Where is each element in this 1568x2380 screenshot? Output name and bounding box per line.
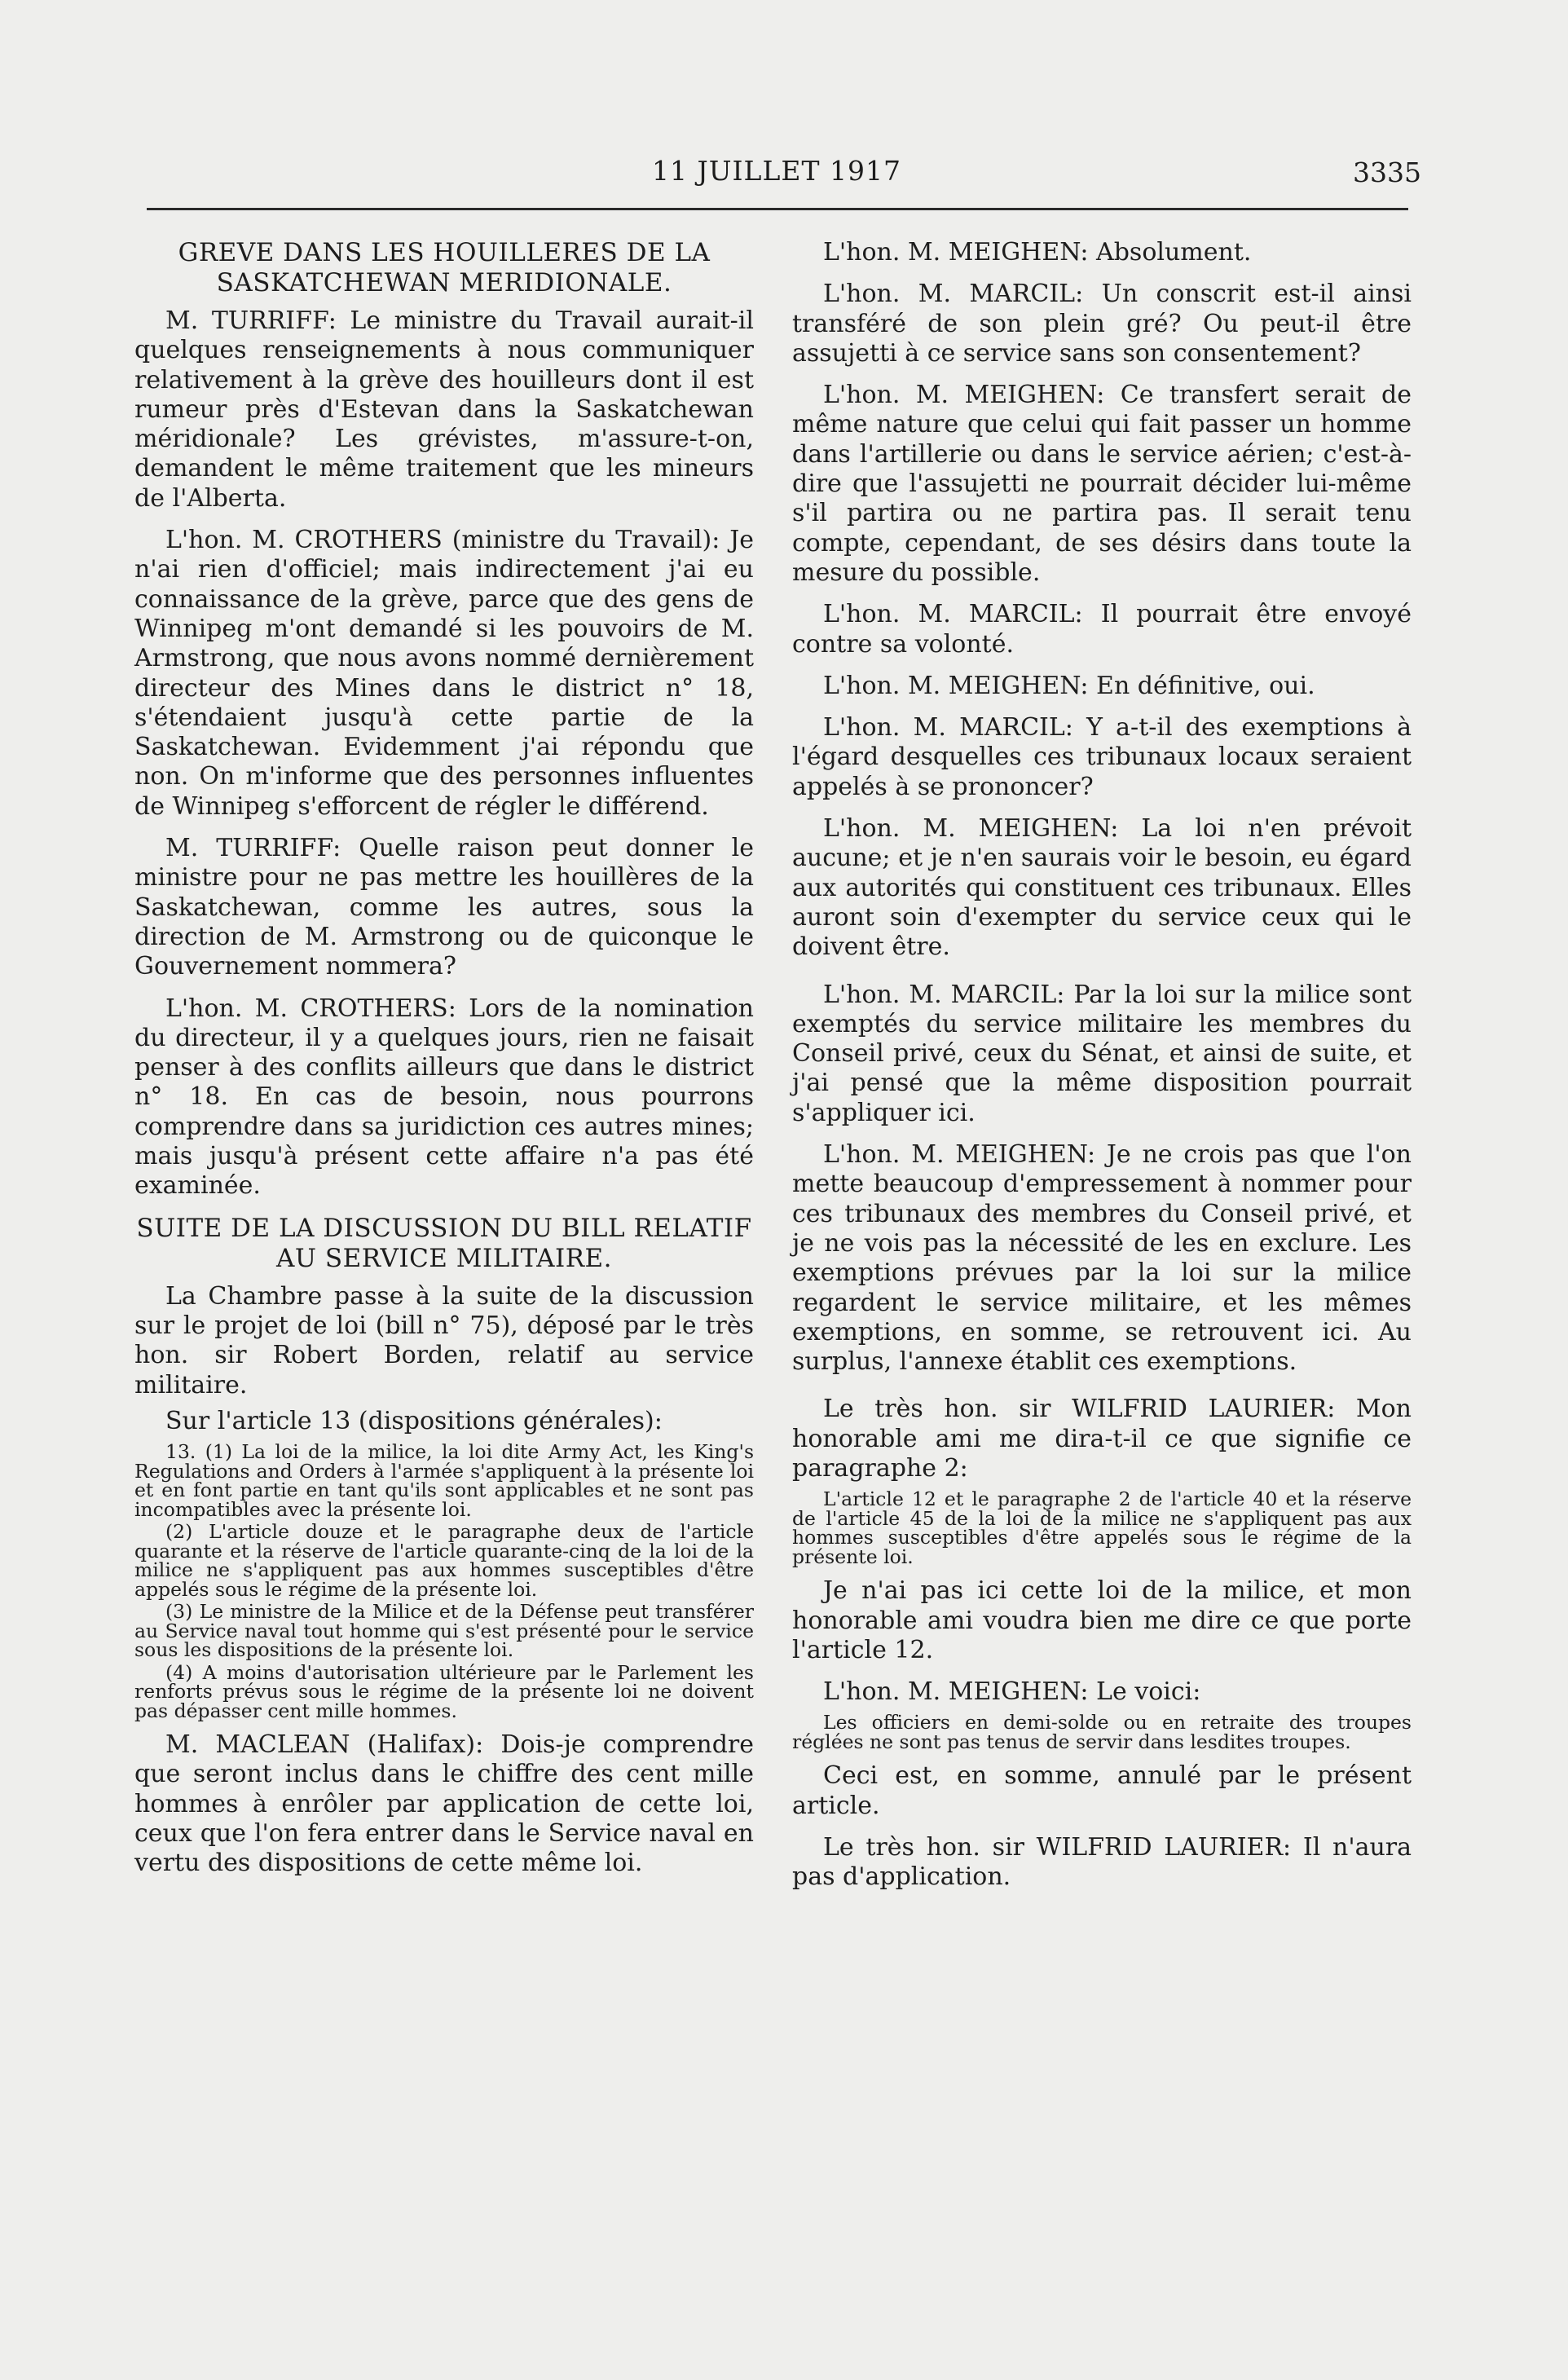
running-header-date: 11 JUILLET 1917 (652, 155, 901, 187)
quoted-clause: Les officiers en demi-solde ou en retraite des troupes réglées ne sont pas tenus de servir dans lesdites troupes. (792, 1711, 1412, 1753)
quoted-clause: (3) Le ministre de la Milice et de la Défense peut transférer au Service naval tout homme qui s'est présenté pour le service sous les dispositions de la présente loi. (134, 1600, 754, 1662)
paragraph: Le très hon. sir WILFRID LAURIER: Mon honorable ami me dira-t-il ce que signifie ce paragraphe 2: (792, 1395, 1412, 1483)
paragraph: L'hon. M. MEIGHEN: Absolument. (823, 238, 1252, 267)
paragraph: M. MACLEAN (Halifax): Dois-je comprendre que seront inclus dans le chiffre des cent mille hommes à enrôler par application de cette loi, ceux que l'on fera entrer dans le Service naval en vertu des dispositions de cette même loi. (134, 1730, 754, 1878)
paragraph: M. TURRIFF: Quelle raison peut donner le ministre pour ne pas mettre les houillères de la Saskatchewan, comme les autres, sous la direction de M. Armstrong ou de quiconque le Gouvernement nommera? (134, 834, 754, 981)
paragraph: L'hon. M. CROTHERS (ministre du Travail): Je n'ai rien d'officiel; mais indirectement j'ai eu connaissance de la grève, parce que des gens de Winnipeg m'ont demandé si les pouvoirs de M. Armstrong, que nous avons nommé dernièrement directeur des Mines dans le district n° 18, s'étendaient jusqu'à cette partie de la Saskatchewan. Evidemment j'ai répondu que non. On m'informe que des personnes influentes de Winnipeg s'efforcent de régler le différend. (134, 526, 754, 821)
left-column (134, 238, 754, 1891)
quoted-clause: (4) A moins d'autorisation ultérieure par le Parlement les renforts prévus sous le régime de la présente loi ne doivent pas dépasser cent mille hommes. (134, 1660, 754, 1722)
paragraph: L'hon. M. MEIGHEN: La loi n'en prévoit aucune; et je n'en saurais voir le besoin, eu égard aux autorités qui constituent ces tribunaux. Elles auront soin d'exempter du service ceux qui le doivent être. (792, 814, 1412, 962)
quoted-clause: (2) L'article douze et le paragraphe deux de l'article quarante et la réserve de l'article quarante-cinq de la loi de la milice ne s'appliquent pas aux hommes susceptibles d'être appelés sous le régime de la présente loi. (134, 1520, 754, 1601)
right-column (792, 238, 1412, 1905)
paragraph: La Chambre passe à la suite de la discussion sur le projet de loi (bill n° 75), déposé par le très hon. sir Robert Borden, relatif au service militaire. (134, 1281, 754, 1399)
paragraph: L'hon. M. MEIGHEN: Je ne crois pas que l'on mette beaucoup d'empressement à nommer pour ces tribunaux des membres du Conseil privé, et je ne vois pas la nécessité de les en exclure. Les exemptions prévues par la loi sur la milice regardent le service militaire, et les mêmes exemptions, en somme, se retrouvent ici. Au surplus, l'annexe établit ces exemptions. (792, 1140, 1412, 1377)
section-heading-strike: GREVE DANS LES HOUILLERES DE LA SASKATCHEWAN MERIDIONALE. (178, 238, 711, 298)
paragraph: M. TURRIFF: Le ministre du Travail aurait-il quelques renseignements à nous communiquer relativement à la grève des houilleurs dont il est rumeur près d'Estevan dans la Saskatchewan méridionale? Les grévistes, m'assure-t-on, demandent le même traitement que les mineurs de l'Alberta. (134, 306, 754, 513)
paragraph: Sur l'article 13 (dispositions générales): (165, 1406, 663, 1435)
paragraph: L'hon. M. MARCIL: Par la loi sur la milice sont exemptés du service militaire les membres du Conseil privé, ceux du Sénat, et ainsi de suite, et j'ai pensé que la même disposition pourrait s'appliquer ici. (792, 980, 1412, 1127)
section-heading-bill: SUITE DE LA DISCUSSION DU BILL RELATIF AU SERVICE MILITAIRE. (136, 1213, 752, 1273)
paragraph: L'hon. M. MEIGHEN: Le voici: (823, 1677, 1201, 1707)
paragraph: L'hon. M. MEIGHEN: Ce transfert serait de même nature que celui qui fait passer un homme dans l'artillerie ou dans le service aérien; c'est-à-dire que l'assujetti ne pourrait décider lui-même s'il partira ou ne partira pas. Il serait tenu compte, cependant, de ses désirs dans toute la mesure du possible. (792, 381, 1412, 587)
quoted-clause: 13. (1) La loi de la milice, la loi dite Army Act, les King's Regulations and Orders à l'armée s'appliquent à la présente loi et en font partie en tant qu'ils sont applicables et ne sont pas incompatibles avec la présente loi. (134, 1440, 754, 1521)
paragraph: L'hon. M. CROTHERS: Lors de la nomination du directeur, il y a quelques jours, rien ne faisait penser à des conflits ailleurs que dans le district n° 18. En cas de besoin, nous pourrons comprendre dans sa juridiction ces autres mines; mais jusqu'à présent cette affaire n'a pas été examinée. (134, 994, 754, 1201)
paragraph: L'hon. M. MARCIL: Il pourrait être envoyé contre sa volonté. (792, 600, 1412, 659)
quoted-clause: L'article 12 et le paragraphe 2 de l'article 40 et la réserve de l'article 45 de la loi de la milice ne s'appliquent pas aux hommes susceptibles d'être appelés sous le régime de la présente loi. (792, 1488, 1412, 1568)
paragraph: Le très hon. sir WILFRID LAURIER: Il n'aura pas d'application. (792, 1833, 1412, 1892)
header-rule (147, 208, 1408, 210)
paragraph: Ceci est, en somme, annulé par le présent article. (792, 1761, 1412, 1820)
paragraph: Je n'ai pas ici cette loi de la milice, et mon honorable ami voudra bien me dire ce que porte l'article 12. (792, 1576, 1412, 1664)
page-number: 3335 (1353, 156, 1421, 188)
paragraph: L'hon. M. MARCIL: Un conscrit est-il ainsi transféré de son plein gré? Ou peut-il être assujetti à ce service sans son consentement? (792, 280, 1412, 368)
paragraph: L'hon. M. MEIGHEN: En définitive, oui. (823, 671, 1315, 700)
paragraph: L'hon. M. MARCIL: Y a-t-il des exemptions à l'égard desquelles ces tribunaux locaux seraient appelés à se prononcer? (792, 713, 1412, 801)
